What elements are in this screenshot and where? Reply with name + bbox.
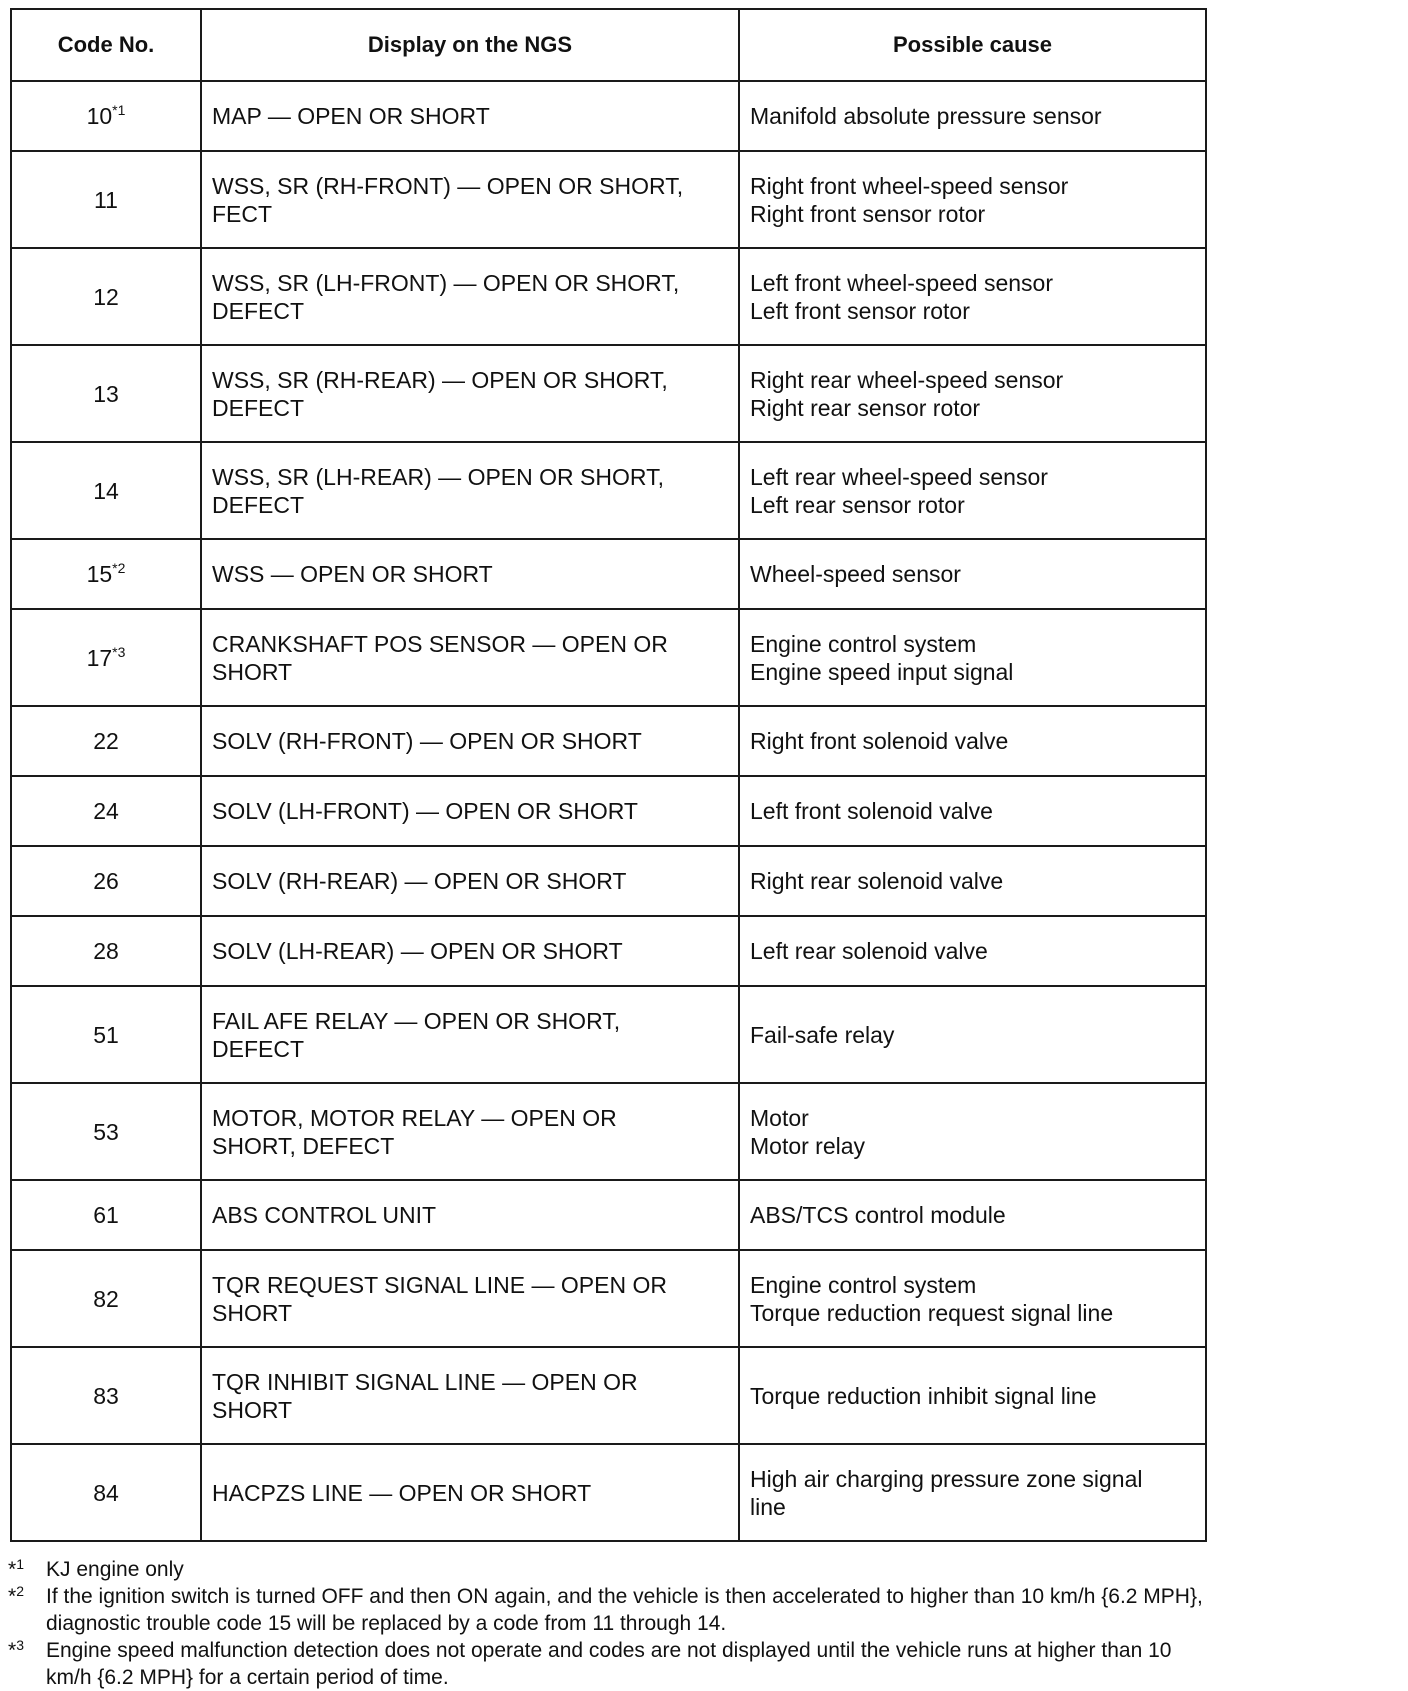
cause-text: Left front solenoid valve [750,798,993,824]
code-cell [11,706,201,776]
code-number: 17 [86,644,113,671]
code-cell [11,986,201,1083]
cause-cell [739,776,1206,846]
code-number: 84 [93,1479,119,1506]
display-cell [201,1250,739,1347]
cause-text: Engine control system [750,1271,977,1298]
cause-cell [739,539,1206,609]
table-row [11,81,1206,151]
cause-text: Torque reduction inhibit signal line [750,1382,1097,1409]
code-cell [11,1083,201,1180]
cause-cell [739,609,1206,706]
display-text: SOLV (LH-REAR) — OPEN OR SHORT [212,938,623,964]
display-text: ABS CONTROL UNIT [212,1202,437,1228]
code-cell [11,916,201,986]
table-row [11,776,1206,846]
table-row [11,706,1206,776]
cause-text: Left rear sensor rotor [750,491,965,518]
footnote-ref: *2 [112,560,126,576]
cause-cell [739,846,1206,916]
table-row [11,846,1206,916]
footnote-text [46,1583,1403,1637]
code-cell [11,81,201,151]
display-text: HACPZS LINE — OPEN OR SHORT [212,1479,592,1506]
display-text: DEFECT [212,491,304,518]
display-text: SHORT, DEFECT [212,1132,395,1159]
cause-cell [739,345,1206,442]
cause-text: line [750,1493,786,1520]
code-cell [11,248,201,345]
code-cell [11,776,201,846]
cause-text: Right front sensor rotor [750,200,986,227]
cause-cell [739,1444,1206,1541]
table-row [11,539,1206,609]
code-number: 24 [93,798,119,824]
table-row [11,1347,1206,1444]
display-text: MOTOR, MOTOR RELAY — OPEN OR [212,1104,617,1131]
cause-text: Left front wheel-speed sensor [750,269,1054,296]
cause-text: Engine control system [750,630,977,657]
footnote [8,1583,1403,1637]
cause-text: Motor [750,1104,809,1131]
footnote-star: * [8,1585,17,1608]
code-number: 13 [93,380,119,407]
display-cell [201,442,739,539]
cause-text: Left front sensor rotor [750,297,970,324]
footnote-ref: *1 [112,102,126,118]
code-number: 28 [93,938,119,964]
code-number: 22 [93,728,119,754]
code-number: 26 [93,868,119,894]
cause-text: Right front solenoid valve [750,728,1009,754]
table-row [11,248,1206,345]
code-cell [11,1347,201,1444]
code-number: 82 [93,1285,119,1312]
display-text: SHORT [212,1396,293,1423]
cause-cell [739,1347,1206,1444]
cause-text: Left rear wheel-speed sensor [750,463,1048,490]
cause-cell [739,1250,1206,1347]
table-row [11,345,1206,442]
display-text: DEFECT [212,297,304,324]
display-cell [201,1180,739,1250]
display-cell [201,1083,739,1180]
cause-text: ABS/TCS control module [750,1202,1006,1228]
display-text: WSS, SR (RH-FRONT) — OPEN OR SHORT, [212,172,684,199]
cause-cell [739,1180,1206,1250]
table-row [11,151,1206,248]
footnotes [8,1556,1403,1691]
cause-cell [739,986,1206,1083]
cause-cell [739,916,1206,986]
display-text: WSS — OPEN OR SHORT [212,561,493,587]
footnote-number: 2 [16,1583,24,1599]
footnote-ref: *3 [112,643,126,660]
code-cell [11,846,201,916]
header-code: Code No. [11,9,201,81]
cause-text: Fail-safe relay [750,1021,895,1048]
display-text: FECT [212,200,273,227]
footnote-text [46,1637,1403,1691]
header-cause: Possible cause [739,9,1206,81]
code-cell [11,345,201,442]
code-cell [11,151,201,248]
code-cell [11,442,201,539]
cause-text: Right rear solenoid valve [750,868,1004,894]
footnote-line: KJ engine only [46,1558,184,1581]
table-header-row [11,9,1206,81]
display-text: SOLV (RH-FRONT) — OPEN OR SHORT [212,728,642,754]
display-cell [201,1347,739,1444]
code-number: 61 [93,1202,119,1228]
table-body [11,81,1206,1541]
display-text: TQR INHIBIT SIGNAL LINE — OPEN OR [212,1368,638,1395]
display-cell [201,609,739,706]
code-cell [11,1180,201,1250]
cause-cell [739,442,1206,539]
cause-text: Wheel-speed sensor [750,561,961,587]
footnote-line: diagnostic trouble code 15 will be replaced by a code from 11 through 14. [46,1612,727,1635]
footnote-mark [8,1637,46,1691]
code-cell [11,1250,201,1347]
cause-cell [739,706,1206,776]
cause-text: Manifold absolute pressure sensor [750,103,1102,129]
display-cell [201,986,739,1083]
code-number: 51 [93,1021,119,1048]
table-row [11,1180,1206,1250]
code-cell [11,539,201,609]
display-cell [201,248,739,345]
cause-text: Right front wheel-speed sensor [750,172,1069,199]
cause-text: Motor relay [750,1132,866,1159]
display-cell [201,916,739,986]
display-text: DEFECT [212,1035,304,1062]
footnote-line: km/h {6.2 MPH} for a certain period of time. [46,1666,449,1689]
cause-text: Right rear wheel-speed sensor [750,366,1064,393]
footnote-mark [8,1556,46,1583]
table-row [11,1444,1206,1541]
table-row [11,1083,1206,1180]
display-text: SHORT [212,658,293,685]
footnote-text [46,1556,1403,1583]
table-row [11,986,1206,1083]
display-cell [201,1444,739,1541]
cause-text: Right rear sensor rotor [750,394,981,421]
code-cell [11,1444,201,1541]
footnote [8,1637,1403,1691]
footnote-number: 3 [16,1637,24,1653]
display-text: WSS, SR (LH-FRONT) — OPEN OR SHORT, [212,269,680,296]
code-number: 14 [93,477,119,504]
display-text: WSS, SR (LH-REAR) — OPEN OR SHORT, [212,463,664,490]
footnote-number: 1 [16,1556,24,1572]
code-cell [11,609,201,706]
header-display: Display on the NGS [201,9,739,81]
display-cell [201,81,739,151]
display-cell [201,539,739,609]
footnote-line: If the ignition switch is turned OFF and then ON again, and the vehicle is then accelerated to higher than 10 km/h {6.2 MPH}, [46,1585,1203,1608]
display-cell [201,846,739,916]
display-text: FAIL AFE RELAY — OPEN OR SHORT, [212,1007,621,1034]
table-row [11,609,1206,706]
display-cell [201,776,739,846]
code-number: 11 [94,186,118,213]
code-number: 10 [86,103,113,129]
cause-text: High air charging pressure zone signal [750,1465,1143,1492]
display-text: DEFECT [212,394,304,421]
display-cell [201,345,739,442]
display-text: WSS, SR (RH-REAR) — OPEN OR SHORT, [212,366,668,393]
display-cell [201,706,739,776]
cause-text: Engine speed input signal [750,658,1014,685]
table-row [11,916,1206,986]
code-number: 83 [93,1382,119,1409]
display-text: MAP — OPEN OR SHORT [212,103,490,129]
display-text: TQR REQUEST SIGNAL LINE — OPEN OR [212,1271,667,1298]
code-number: 12 [93,283,119,310]
code-number: 53 [93,1118,119,1145]
cause-cell [739,81,1206,151]
table-row [11,1250,1206,1347]
code-number: 15 [86,561,113,587]
display-text: CRANKSHAFT POS SENSOR — OPEN OR [212,630,668,657]
cause-cell [739,1083,1206,1180]
cause-cell [739,151,1206,248]
cause-text: Left rear solenoid valve [750,938,988,964]
cause-cell [739,248,1206,345]
footnote-star: * [8,1639,17,1662]
table-row [11,442,1206,539]
display-text: SHORT [212,1299,293,1326]
cause-text: Torque reduction request signal line [750,1299,1114,1326]
display-text: SOLV (RH-REAR) — OPEN OR SHORT [212,868,627,894]
footnote [8,1556,1403,1583]
display-text: SOLV (LH-FRONT) — OPEN OR SHORT [212,798,638,824]
footnote-line: Engine speed malfunction detection does not operate and codes are not displayed until the vehicle runs at higher than 10 [46,1639,1172,1662]
footnote-mark [8,1583,46,1637]
dtc-table [10,8,1207,1542]
footnote-star: * [8,1558,17,1581]
display-cell [201,151,739,248]
